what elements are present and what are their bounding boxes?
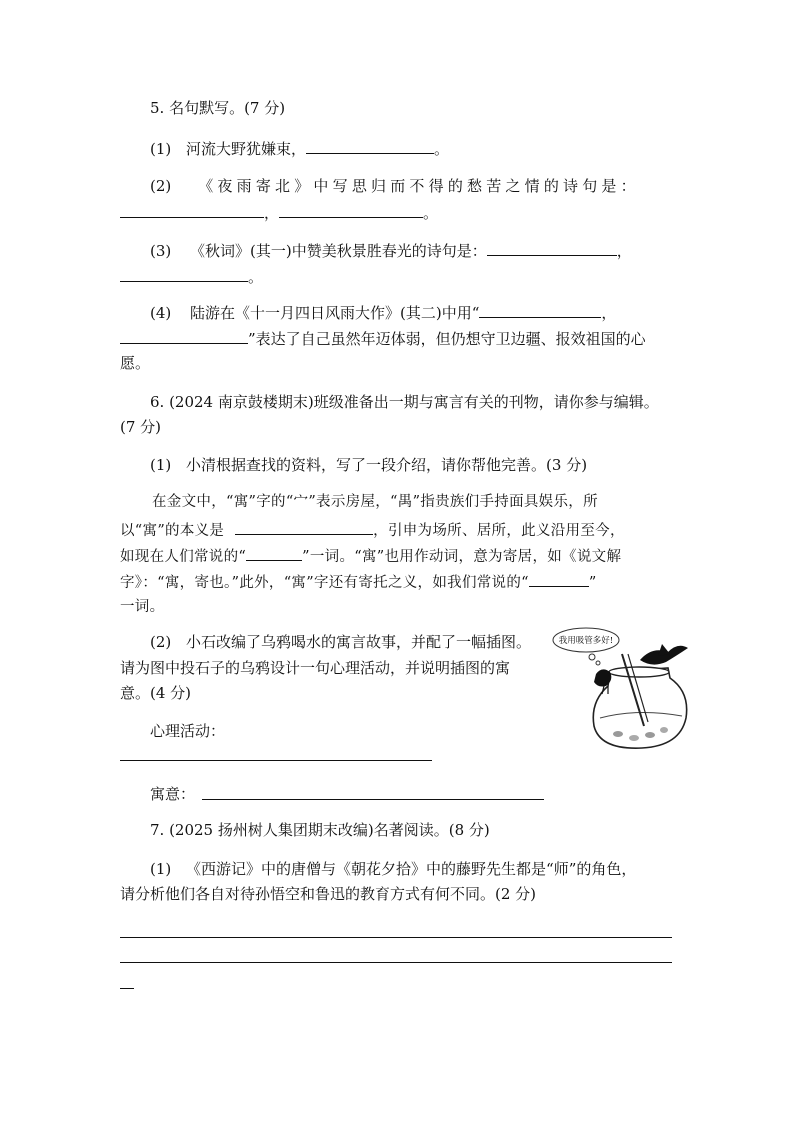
- q5-p4-blank-1[interactable]: [479, 302, 601, 318]
- q5-part1: [150, 138, 449, 159]
- q7-part1: [150, 859, 636, 879]
- bubble-text: 我用吸管多好!: [558, 636, 614, 646]
- q6-para-l2a: 以“寓”的本义是: [120, 523, 225, 539]
- q5-p1-end: 。: [434, 140, 450, 158]
- q5-p2-sep: ，: [264, 204, 280, 222]
- stone-4: [660, 727, 668, 733]
- q6-title: 6. (2024 南京鼓楼期末)班级准备出一期与寓言有关的刊物，请你参与编辑。: [150, 393, 659, 411]
- q6-p2-label: (2): [150, 633, 172, 651]
- crow-flying-wing: [658, 644, 670, 656]
- q5-p3-end: 。: [248, 268, 264, 286]
- q6-p2-text2: 请为图中投石子的乌鸦设计一句心理活动，并说明插图的寓: [120, 659, 511, 677]
- stone-1: [613, 731, 623, 737]
- q5-title: 5. 名句默写。(7 分): [150, 99, 286, 117]
- q5-p4-blank-2[interactable]: [120, 328, 248, 344]
- q6-part2: [150, 632, 531, 652]
- q6-p2-text3: 意。(4 分): [120, 684, 192, 702]
- q5-part2-answers: [120, 202, 438, 223]
- q6-para-l3a: 如现在人们常说的“: [120, 549, 247, 565]
- q6-part1: [150, 455, 587, 475]
- q6-p2-text: 小石改编了乌鸦喝水的寓言故事，并配了一幅插图。: [186, 633, 532, 651]
- crow-jar-illustration: [548, 622, 696, 754]
- stone-3: [645, 732, 655, 738]
- q6-para-line4: [120, 571, 597, 593]
- q5-part4-line2: [120, 328, 646, 349]
- stone-2: [629, 735, 639, 741]
- q6-p1-label: (1): [150, 456, 172, 474]
- thought-dot-1: [589, 654, 595, 660]
- q6-para-l4a: 字》：“寓，寄也。”此外，“寓”字还有寄托之义，如我们常说的“: [120, 575, 529, 591]
- q5-part2: [150, 176, 640, 196]
- q5-part3: [150, 240, 632, 261]
- q6-para-line3: [120, 545, 621, 567]
- q6-mind-answer-line[interactable]: [120, 760, 432, 761]
- q5-part4: [150, 302, 616, 323]
- q6-para-blank-1[interactable]: [235, 519, 373, 535]
- q5-p1-blank[interactable]: [306, 138, 434, 154]
- q5-p4-sep: ，: [601, 304, 617, 322]
- q6-moral-label: 寓意：: [150, 785, 196, 803]
- q5-p3-blank-1[interactable]: [487, 240, 617, 256]
- q5-p4-text: 陆游在《十一月四日风雨大作》(其二)中用“: [190, 304, 480, 322]
- q6-mind-label: 心理活动：: [150, 722, 226, 740]
- q5-p1-label: (1): [150, 140, 172, 158]
- q5-p2-blank-2[interactable]: [279, 202, 423, 218]
- q6-moral: [150, 784, 195, 804]
- q6-para-line1: 在金文中，“寓”字的“宀”表示房屋，“禺”指贵族们手持面具娱乐，所: [152, 494, 598, 510]
- q6-p1-text: 小清根据查找的资料，写了一段介绍，请你帮他完善。(3 分): [186, 456, 588, 474]
- thought-dot-2: [596, 661, 600, 665]
- q6-para-line5: 一词。: [120, 599, 165, 615]
- q6-para-l2b: ，引申为场所、居所，此义沿用至今，: [373, 523, 625, 539]
- q5-p3-label: (3): [150, 242, 172, 260]
- q5-p4-text2: ”表达了自己虽然年迈体弱，但仍想守卫边疆、报效祖国的心: [248, 330, 646, 348]
- q5-p3-blank-2[interactable]: [120, 266, 248, 282]
- q7-answer-line-1[interactable]: [120, 937, 672, 938]
- q5-p1-text: 河流大野犹嫌束，: [186, 140, 307, 158]
- q5-p2-label: (2): [150, 177, 172, 195]
- q7-title: 7. (2025 扬州树人集团期末改编)名著阅读。(8 分): [150, 821, 490, 839]
- q6-para-blank-3[interactable]: [529, 571, 589, 587]
- q6-moral-answer-line[interactable]: [202, 799, 544, 800]
- q7-p1-text: 《西游记》中的唐僧与《朝花夕拾》中的藤野先生都是“师”的角色，: [186, 860, 637, 878]
- q6-para-l3b: ”一词。“寓”也用作动词，意为寄居，如《说文解: [302, 549, 622, 565]
- q7-p1-text2: 请分析他们各自对待孙悟空和鲁迅的教育方式有何不同。(2 分): [120, 885, 537, 903]
- q5-p4-text3: 愿。: [120, 354, 151, 372]
- q7-answer-line-2[interactable]: [120, 962, 672, 963]
- q5-p2-text: 《夜雨寄北》中写思归而不得的愁苦之情的诗句是：: [198, 177, 640, 195]
- q6-score: (7 分): [120, 418, 162, 436]
- q6-para-blank-2[interactable]: [246, 545, 302, 561]
- q6-para-line2: [120, 519, 625, 541]
- q5-p3-text: 《秋词》(其一)中赞美秋景胜春光的诗句是：: [190, 242, 487, 260]
- q7-p1-label: (1): [150, 860, 172, 878]
- q5-p2-blank-1[interactable]: [120, 202, 264, 218]
- q6-para-l4b: ”: [588, 575, 597, 591]
- q5-p4-label: (4): [150, 304, 172, 322]
- q5-part3-answers: [120, 266, 263, 287]
- q5-p3-sep: ，: [616, 242, 632, 260]
- q5-p2-end: 。: [423, 204, 439, 222]
- q7-answer-line-3[interactable]: [120, 988, 134, 989]
- jar-rim: [609, 667, 669, 677]
